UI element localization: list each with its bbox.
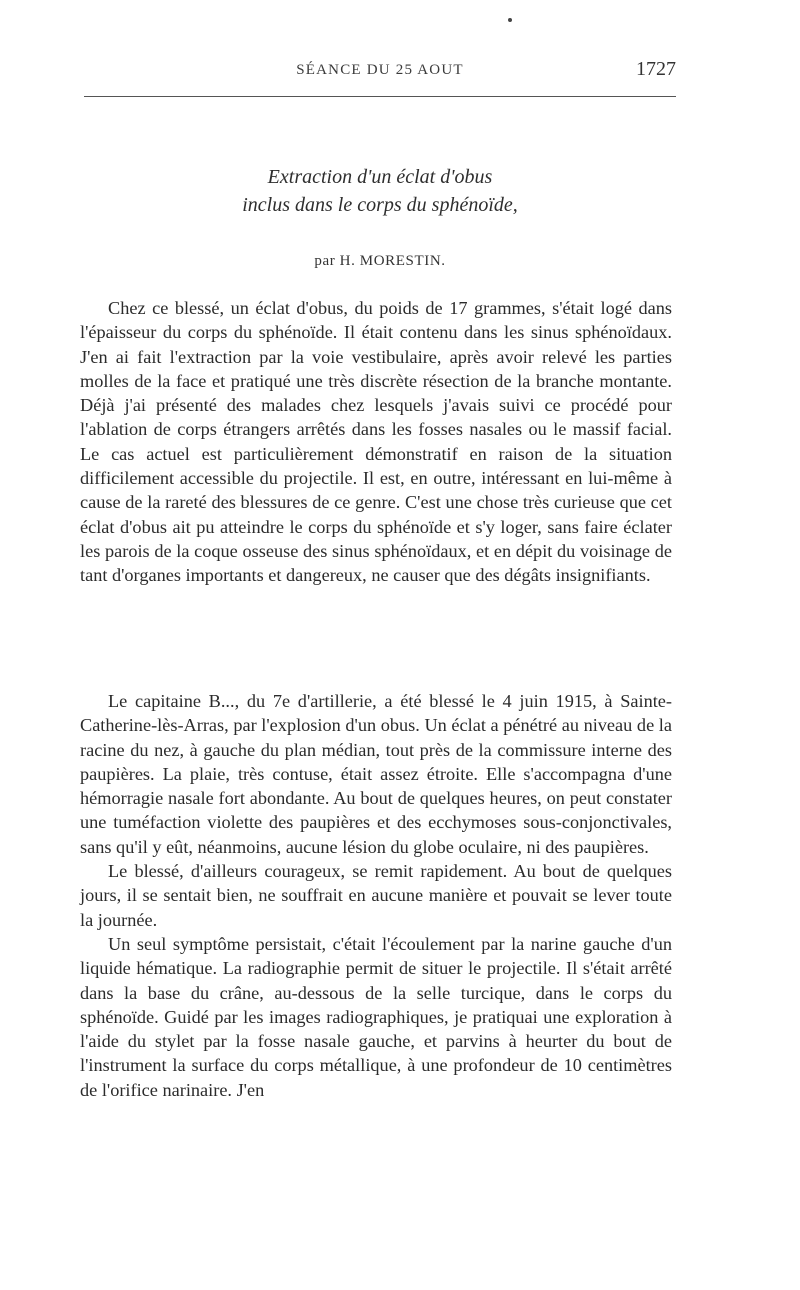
case-paragraph-1: Le capitaine B..., du 7e d'artillerie, a été blessé le 4 juin 1915, à Sainte-Catherine-lès-Arras, par l'explosion d'un obus. Un éclat a pénétré au niveau de la racine du nez, à gauche du plan médian, tout près de la commissure interne des paupières. La plaie, très contuse, était assez étroite. Elle s'accompagna d'une hémorragie nasale fort abondante. Au bout de quelques heures, on peut constater une tuméfaction violette des paupières et des ecchymoses sous-conjonctivales, sans qu'il y eût, néanmoins, aucune lésion du globe oculaire, ni des paupières.: [80, 691, 672, 857]
case-paragraph-3: Un seul symptôme persistait, c'était l'écoulement par la narine gauche d'un liquide hématique. La radiographie permit de situer le projectile. Il s'était arrêté dans la base du crâne, au-dessous de la selle turcique, dans le corps du sphénoïde. Guidé par les images radiographiques, je pratiquai une exploration à l'aide du stylet par la fosse nasale gauche, et parvins à heurter du bout de l'instrument la surface du corps métallique, à une profondeur de 10 centimètres de l'orifice narinaire. J'en: [80, 933, 672, 1100]
summary-section: [80, 296, 672, 588]
summary-paragraph: Chez ce blessé, un éclat d'obus, du poids de 17 grammes, s'était logé dans l'épaisseur du corps du sphénoïde. Il était contenu dans les sinus sphénoïdaux. J'en ai fait l'extraction par la voie vestibulaire, après avoir relevé les parties molles de la face et pratiqué une très discrète résection de la branche montante. Déjà j'ai présenté des malades chez lesquels j'avais suivi ce procédé pour l'ablation de corps étrangers arrêtés dans les fosses nasales ou le massif facial. Le cas actuel est particulièrement démonstratif en raison de la situation difficilement accessible du projectile. Il est, en outre, intéressant en lui-même à cause de la rareté des blessures de ce genre. C'est une chose très curieuse que cet éclat d'obus ait pu atteindre le corps du sphénoïde et s'y loger, sans faire éclater les parois de la coque osseuse des sinus sphénoïdaux, et en dépit du voisinage de tant d'organes importants et dangereux, ne causer que des dégâts insignifiants.: [80, 298, 672, 586]
print-speck: [508, 18, 512, 22]
article-title-line-1: Extraction d'un éclat d'obus: [267, 166, 493, 188]
article-title-line-2: inclus dans le corps du sphénoïde,: [242, 194, 518, 216]
header-rule: [84, 96, 676, 97]
page-number: 1727: [636, 58, 676, 80]
case-paragraph-2: Le blessé, d'ailleurs courageux, se remit rapidement. Au bout de quelques jours, il se sentait bien, ne souffrait en aucune manière et pouvait se lever toute la journée.: [80, 861, 672, 930]
running-head: SÉANCE DU 25 AOUT: [296, 62, 464, 78]
page-header: [84, 58, 676, 88]
article-author: par H. MORESTIN.: [314, 253, 446, 269]
article-title: [84, 163, 676, 219]
case-report-section: [80, 689, 672, 1102]
